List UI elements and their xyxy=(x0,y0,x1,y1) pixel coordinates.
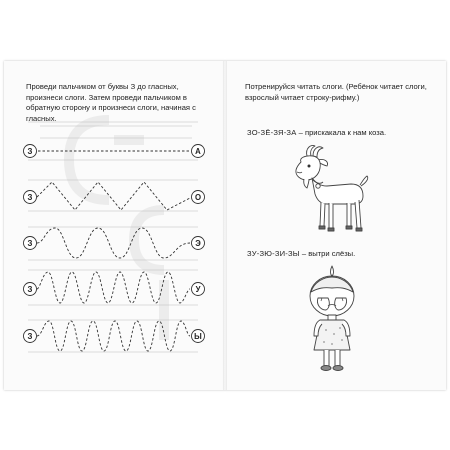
start-letter: З xyxy=(27,332,33,341)
target-letter: А xyxy=(195,147,201,156)
rhyme-text: – вытри слёзы. xyxy=(301,249,356,258)
left-instruction: Проведи пальчиком от буквы З до гласных, произнеси слоги. Затем проведи пальчиком в обратную сторону и произнеси слоги, начиная с гласных. xyxy=(26,82,196,123)
target-letter: О xyxy=(194,193,202,202)
right-instruction: Потренируйся читать слоги. (Ребёнок читает слоги, взрослый читает строку-рифму.) xyxy=(245,82,427,102)
start-letter: З xyxy=(27,147,33,156)
start-letter: З xyxy=(27,193,33,202)
start-letter: З xyxy=(27,285,33,294)
trace-row-o xyxy=(24,180,205,211)
goat-illustration xyxy=(287,142,377,238)
trace-row-u xyxy=(24,270,205,305)
trace-row-y xyxy=(24,320,205,352)
start-letter: З xyxy=(27,239,33,248)
syllables: ЗО-ЗЁ-ЗЯ-ЗА xyxy=(247,128,297,137)
target-letter: Э xyxy=(195,239,201,248)
target-letter: У xyxy=(195,285,201,294)
trace-row-a xyxy=(24,122,205,160)
syllables: ЗУ-ЗЮ-ЗИ-ЗЫ xyxy=(247,249,300,258)
rhyme-line-2 xyxy=(247,249,355,258)
rhyme-line-1 xyxy=(247,128,386,137)
trace-row-e xyxy=(24,227,205,260)
rhyme-text: – прискакала к нам коза. xyxy=(298,128,387,137)
crying-girl-illustration xyxy=(294,262,370,374)
target-letter: Ы xyxy=(194,332,202,341)
